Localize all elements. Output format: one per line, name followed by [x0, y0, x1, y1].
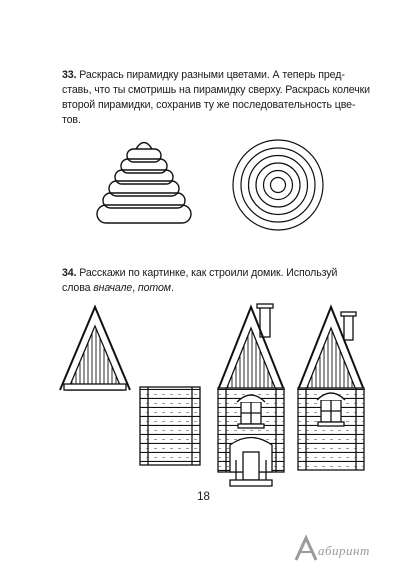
pyramid-ring-2 [121, 159, 167, 173]
page-number: 18 [197, 491, 210, 503]
stage-house-porch [218, 304, 284, 486]
top-ring-1 [233, 140, 323, 230]
watermark-text: абиринт [318, 543, 370, 558]
pyramid-side-view [92, 132, 196, 232]
task-34-number: 34. [62, 267, 77, 279]
pyramid-cap [136, 143, 152, 150]
task-33-number: 33. [62, 69, 77, 81]
stage-walls [140, 387, 200, 465]
top-ring-6 [271, 178, 286, 193]
task-33 [62, 68, 382, 128]
task-33-text: Раскрась пирамидку разными цветами. А теперь пред- [79, 69, 345, 81]
task-33-line-4: тов. [62, 114, 81, 126]
task-34 [62, 266, 382, 296]
pyramid-ring-1 [127, 149, 161, 162]
task-34-line-1 [62, 266, 382, 281]
top-ring-2 [241, 148, 315, 222]
task-34-separator: , [132, 282, 138, 294]
top-ring-4 [256, 163, 300, 207]
task-34-suffix: . [170, 282, 174, 294]
stage-house-chimney [298, 307, 364, 470]
stage-roof [60, 307, 130, 390]
task-33-line-1 [62, 68, 382, 83]
top-ring-5 [264, 171, 293, 200]
task-34-line-2 [62, 281, 382, 296]
pyramid-top-view [230, 137, 326, 233]
top-ring-3 [249, 156, 308, 215]
task-33-line-2: ставь, что ты смотришь на пирамидку сверху. Раскрась колечки [62, 84, 370, 96]
task-34-prefix: слова [62, 282, 94, 294]
house-building-stages [50, 300, 370, 495]
task-34-text: Расскажи по картинке, как строили домик. Используй [79, 267, 338, 279]
task-34-word-then: потом [137, 282, 171, 294]
task-34-word-first: вначале [93, 282, 133, 294]
task-33-line-3: второй пирамидки, сохранив ту же последовательность цве- [62, 99, 356, 111]
